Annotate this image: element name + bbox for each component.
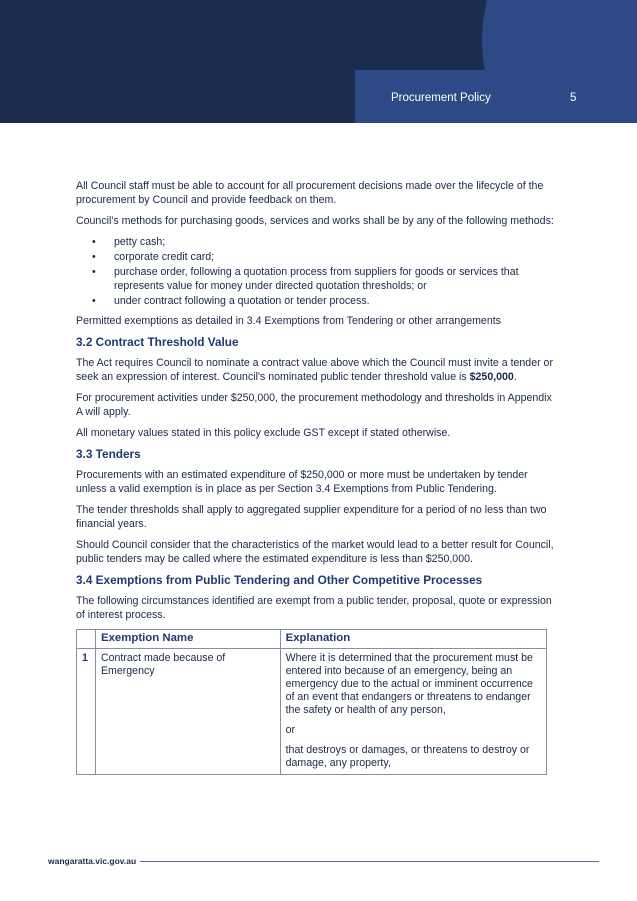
intro-paragraph-1: All Council staff must be able to account for all procurement decisions made over the lifecycle of the procurement by Council and provide feedback on them. (76, 180, 544, 206)
list-item: • under contract following a quotation or tender process. (76, 294, 558, 308)
explanation-part-1: Where it is determined that the procurement must be entered into because of an emergency, being an emergency due to the actual or imminent occurrence of an event that endangers or threatens to endanger the safety or health of any person, (285, 652, 533, 716)
threshold-intro-text: The Act requires Council to nominate a contract value above which the Council must invite a tender or seek an expression of interest. Council's nominated public tender threshold value is (76, 357, 553, 383)
footer-divider (140, 861, 599, 862)
document-title: Procurement Policy (391, 92, 491, 104)
table-header-row (77, 630, 547, 649)
footer-website-link[interactable]: wangaratta.vic.gov.au (48, 856, 137, 866)
table-row (77, 649, 547, 775)
section-3-3-paragraph-2: The tender thresholds shall apply to aggregated supplier expenditure for a period of no less than two financial years. (76, 504, 547, 530)
section-3-2-paragraph-1 (76, 356, 558, 384)
list-item: • petty cash; (76, 235, 558, 249)
list-item: • corporate credit card; (76, 250, 558, 264)
section-3-2-paragraph-3: All monetary values stated in this policy exclude GST except if stated otherwise. (76, 427, 451, 439)
section-3-4-paragraph-1: The following circumstances identified are exempt from a public tender, proposal, quote or expression of interest process. (76, 595, 552, 621)
section-heading-3-4: 3.4 Exemptions from Public Tendering and Other Competitive Processes (76, 573, 483, 587)
intro-paragraph-2: Council's methods for purchasing goods, services and works shall be by any of the following methods: (76, 215, 554, 227)
page-number: 5 (570, 92, 577, 104)
section-3-3-paragraph-3: Should Council consider that the characteristics of the market would lead to a better result for Council, public tenders may be called where the estimated expenditure is less than $250,000. (76, 539, 554, 565)
threshold-suffix: . (513, 371, 517, 383)
threshold-value: $250,000 (469, 371, 514, 383)
exemption-name: Contract made because of Emergency (95, 649, 280, 775)
exemptions-table (76, 629, 547, 775)
table-header-explanation: Explanation (280, 630, 546, 649)
page-header (0, 0, 637, 123)
section-heading-3-3: 3.3 Tenders (76, 447, 141, 461)
purchasing-methods-list (76, 235, 558, 308)
table-header-number (77, 630, 96, 649)
table-header-exemption-name: Exemption Name (95, 630, 280, 649)
exemption-explanation (280, 649, 546, 775)
exemption-number: 1 (77, 649, 96, 775)
explanation-part-2: or (285, 724, 296, 736)
explanation-part-3: that destroys or damages, or threatens to destroy or damage, any property, (285, 744, 530, 769)
section-3-2-paragraph-2: For procurement activities under $250,000, the procurement methodology and thresholds in Appendix A will apply. (76, 392, 552, 418)
list-item: • purchase order, following a quotation process from suppliers for goods or services that represents value for money under directed quotation thresholds; or (76, 265, 558, 293)
intro-paragraph-3: Permitted exemptions as detailed in 3.4 Exemptions from Tendering or other arrangements (76, 315, 501, 327)
section-heading-3-2: 3.2 Contract Threshold Value (76, 335, 239, 349)
page-body (76, 179, 558, 775)
section-3-3-paragraph-1: Procurements with an estimated expenditure of $250,000 or more must be undertaken by tender unless a valid exemption is in place as per Section 3.4 Exemptions from Public Tendering. (76, 469, 528, 495)
